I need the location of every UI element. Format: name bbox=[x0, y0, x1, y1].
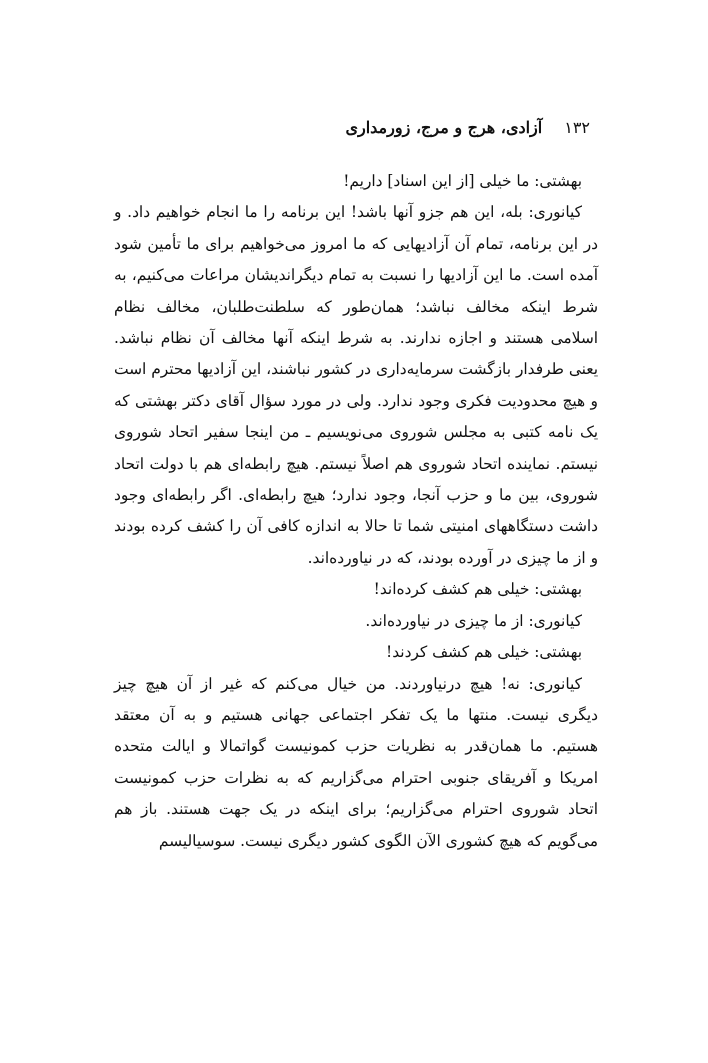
dialogue-paragraph bbox=[114, 197, 598, 574]
speaker-name: کیانوری: bbox=[528, 674, 582, 693]
speaker-name: بهشتی: bbox=[534, 580, 582, 599]
running-title: آزادی، هرج و مرج، زورمداری bbox=[345, 118, 543, 137]
paragraph-text: خیلی هم کشف کرده‌اند! bbox=[373, 580, 535, 599]
paragraph-text: بله، این هم جزو آنها باشد! این برنامه را ما انجام خواهیم داد. و در این برنامه، تمام آن آزادیهایی که ما امروز می‌خواهیم برای ما تأمین شود آمده است. ما این آزادیها را نسبت به تمام دیگراندیشان مراعات می‌کنیم، به شرط اینکه مخالف نباشد؛ همان‌طور که سلطنت‌طلبان، مخالف نظام اسلامی هستند و اجازه ندارند. به شرط اینکه آنها مخالف آن نظام نباشد. یعنی طرفدار بازگشت سرمایه‌داری در کشور نباشند، این آزادیها محترم است و هیچ محدودیت فکری وجود ندارد. ولی در مورد سؤال آقای دکتر بهشتی که یک نامه کتبی به مجلس شوروی می‌نویسیم ـ من اینجا سفیر اتحاد شوروی نیستم. نماینده اتحاد شوروی هم اصلاً نیستم. هیچ رابطه‌ای هم با دولت اتحاد شوروی، بین ما و حزب آنجا، وجود ندارد؛ هیچ رابطه‌ای. اگر رابطه‌ای وجود داشت دستگاههای امنیتی شما تا حالا به اندازه کافی آن را کشف کرده بودند و از ما چیزی در آورده بودند، که در نیاورده‌اند. bbox=[114, 203, 598, 567]
page-header bbox=[345, 118, 590, 137]
dialogue-paragraph bbox=[114, 574, 598, 605]
speaker-name: کیانوری: bbox=[528, 203, 582, 222]
paragraph-text: از ما چیزی در نیاورده‌اند. bbox=[365, 611, 529, 630]
dialogue-paragraph bbox=[114, 637, 598, 668]
paragraph-text: نه! هیچ درنیاوردند. من خیال می‌کنم که غیر از آن هیچ چیز دیگری نیست. منتها ما یک تفکر اجتماعی جهانی هستیم و به آن معتقد هستیم. ما همان‌قدر به نظریات حزب کمونیست گواتمالا و ایالت متحده امریکا و آفریقای جنوبی احترام می‌گزاریم که به نظرات حزب کمونیست اتحاد شوروی احترام می‌گزاریم؛ برای اینکه در یک جهت هستند. باز هم می‌گویم که هیچ کشوری الآن الگوی کشور دیگری نیست. سوسیالیسم bbox=[114, 674, 598, 850]
paragraph-text: ما خیلی [از این اسناد] داریم! bbox=[343, 172, 535, 190]
dialogue-paragraph bbox=[114, 166, 598, 197]
dialogue-paragraph bbox=[114, 606, 598, 637]
page-number: ۱۳۲ bbox=[564, 118, 590, 137]
paragraph-text: خیلی هم کشف کردند! bbox=[386, 643, 535, 662]
speaker-name: کیانوری: bbox=[528, 611, 582, 630]
speaker-name: بهشتی: bbox=[534, 172, 582, 190]
body-text bbox=[114, 166, 598, 857]
dialogue-paragraph bbox=[114, 669, 598, 857]
speaker-name: بهشتی: bbox=[534, 643, 582, 662]
